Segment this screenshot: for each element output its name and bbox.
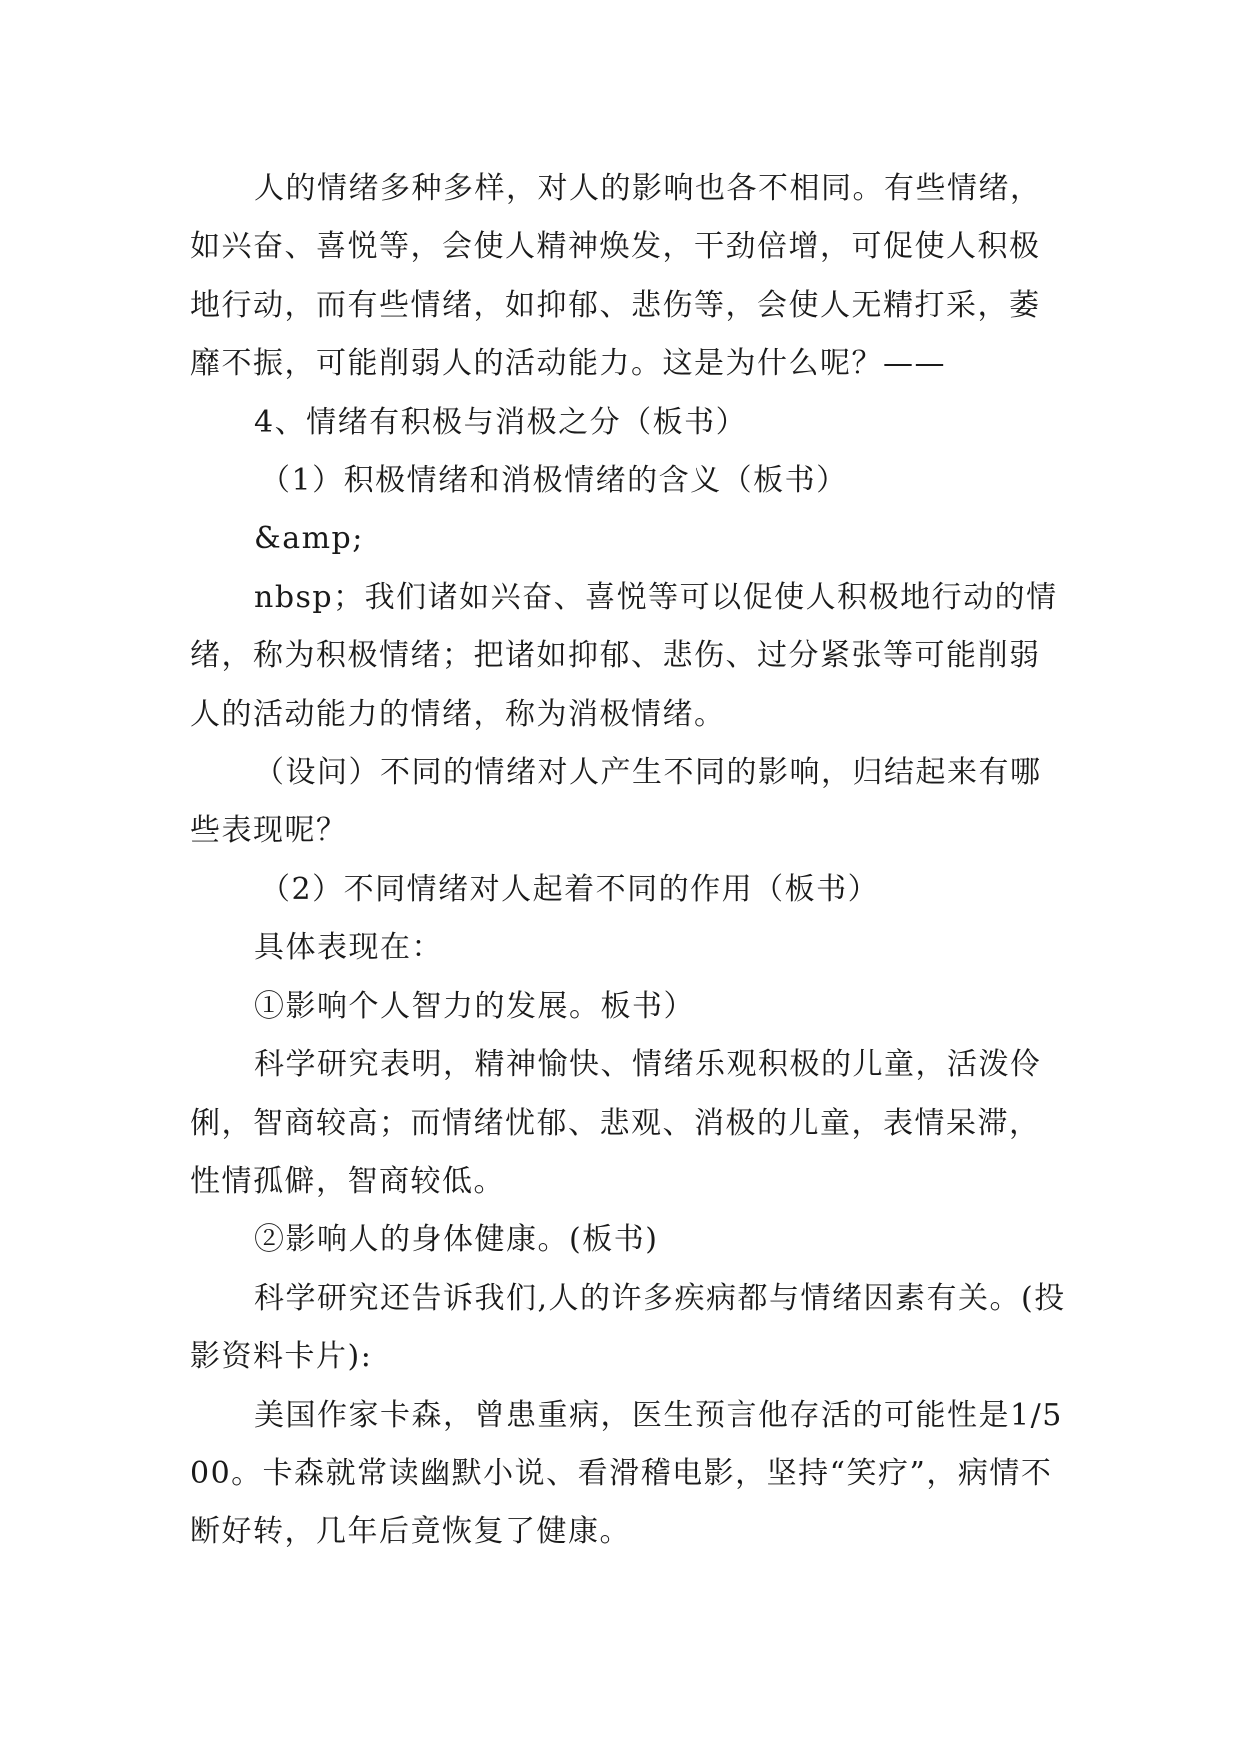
paragraph-emotion-intro: 人的情绪多种多样，对人的影响也各不相同。有些情绪，如兴奋、喜悦等，会使人精神焕发，干劲倍增，可促使人积极地行动，而有些情绪，如抑郁、悲伤等，会使人无精打采，萎靡不振，可能削弱人的活动能力。这是为什么呢？—— (190, 171, 1042, 382)
point-intelligence: ①影响个人智力的发展。板书） (254, 988, 695, 1024)
subheading-effects: （2）不同情绪对人起着不同的作用（板书） (260, 871, 880, 907)
paragraph-definition: nbsp；我们诸如兴奋、喜悦等可以促使人积极地行动的情绪，称为积极情绪；把诸如抑郁、悲伤、过分紧张等可能削弱人的活动能力的情绪，称为消极情绪。 (190, 579, 1058, 732)
paragraph-health-research: 科学研究还告诉我们,人的许多疾病都与情绪因素有关。(投影资料卡片): (190, 1280, 1066, 1375)
paragraph-carson-story: 美国作家卡森，曾患重病，医生预言他存活的可能性是1/500。卡森就常读幽默小说、看滑稽电影，坚持“笑疗”，病情不断好转，几年后竟恢复了健康。 (190, 1397, 1063, 1550)
paragraph-amp: &amp; (254, 521, 364, 557)
paragraph-specifics: 具体表现在： (254, 930, 443, 966)
subheading-meaning: （1）积极情绪和消极情绪的含义（板书） (260, 463, 848, 499)
paragraph-question: （设问）不同的情绪对人产生不同的影响，归结起来有哪些表现呢？ (190, 755, 1042, 849)
heading-positive-negative: 4、情绪有积极与消极之分（板书） (254, 404, 748, 440)
paragraph-intelligence-research: 科学研究表明，精神愉快、情绪乐观积极的儿童，活泼伶俐，智商较高；而情绪忧郁、悲观、消极的儿童，表情呆滞，性情孤僻，智商较低。 (190, 1047, 1042, 1199)
point-health: ②影响人的身体健康。(板书) (254, 1222, 659, 1258)
document-body (190, 160, 1070, 1562)
